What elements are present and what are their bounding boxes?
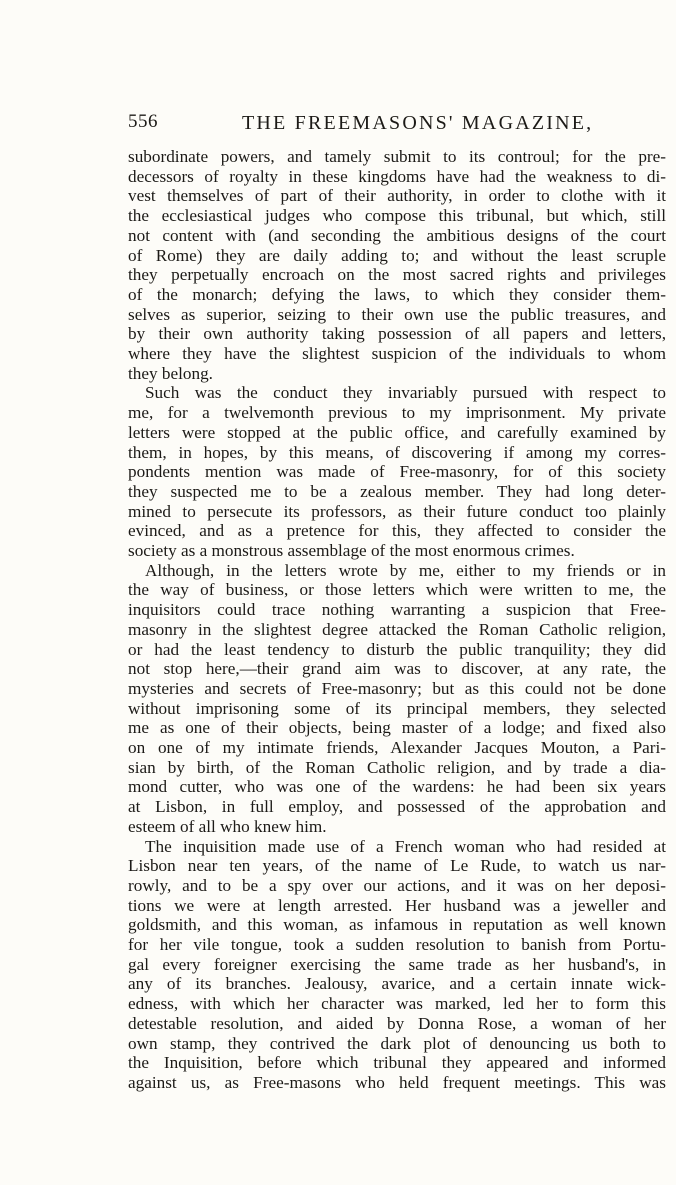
text-line: subordinate powers, and tamely submit to its controul; for the pre-	[128, 147, 666, 166]
text-line: decessors of royalty in these kingdoms have had the weakness to di-	[128, 166, 666, 186]
running-title: THE FREEMASONS' MAGAZINE,	[242, 112, 594, 134]
text-line: pondents mention was made of Free-masonry, for of this society	[128, 462, 666, 482]
text-line: evinced, and as a pretence for this, they affected to consider the	[128, 521, 666, 541]
text-line: Lisbon near ten years, of the name of Le Rude, to watch us nar-	[128, 856, 666, 876]
text-line: of Rome) they are daily adding to; and without the least scruple	[128, 245, 666, 265]
page-number: 556	[128, 111, 158, 132]
text-line: inquisitors could trace nothing warranting a suspicion that Free-	[128, 600, 666, 620]
text-line: the ecclesiastical judges who compose this tribunal, but which, still	[128, 206, 666, 226]
text-line: against us, as Free-masons who held frequent meetings. This was	[128, 1072, 666, 1092]
text-line: not content with (and seconding the ambitious designs of the court	[128, 225, 666, 245]
text-line: masonry in the slightest degree attacked the Roman Catholic religion,	[128, 619, 666, 639]
text-line: or had the least tendency to disturb the public tranquility; they did	[128, 639, 666, 659]
text-line: sian by birth, of the Roman Catholic religion, and by trade a dia-	[128, 757, 666, 777]
text-line: society as a monstrous assemblage of the most enormous crimes.	[128, 541, 575, 560]
text-line: they belong.	[128, 363, 213, 383]
text-line: of the monarch; defying the laws, to which they consider them-	[128, 284, 666, 304]
text-line: any of its branches. Jealousy, avarice, and a certain innate wick-	[128, 974, 666, 994]
text-line: own stamp, they contrived the dark plot of denouncing us both to	[128, 1033, 666, 1053]
text-line: they suspected me to be a zealous member. They had long deter-	[128, 481, 666, 501]
text-line: the way of business, or those letters which were written to me, the	[128, 580, 666, 600]
text-line: mysteries and secrets of Free-masonry; but as this could not be done	[128, 678, 666, 698]
text-line: rowly, and to be a spy over our actions, and it was on her deposi-	[128, 875, 666, 895]
text-line: where they have the slightest suspicion of the individuals to whom	[128, 344, 666, 363]
text-line: tions we were at length arrested. Her husband was a jeweller and	[128, 895, 666, 915]
text-line: me as one of their objects, being master of a lodge; and fixed also	[128, 718, 666, 738]
text-line: the Inquisition, before which tribunal they appeared and informed	[128, 1053, 666, 1073]
text-line: at Lisbon, in full employ, and possessed of the approbation and	[128, 797, 666, 817]
text-line: mond cutter, who was one of the wardens: he had been six years	[128, 777, 666, 797]
text-line: edness, with which her character was marked, led her to form this	[128, 994, 666, 1014]
text-line: without imprisoning some of its principal members, they selected	[128, 698, 666, 718]
text-line: Such was the conduct they invariably pursued with respect to	[145, 383, 666, 403]
text-line: goldsmith, and this woman, as infamous in reputation as well known	[128, 915, 666, 935]
text-line: them, in hopes, by this means, of discovering if among my corres-	[128, 442, 666, 462]
text-line: me, for a twelvemonth previous to my imprisonment. My private	[128, 403, 666, 423]
text-line: Although, in the letters wrote by me, either to my friends or in	[145, 560, 666, 580]
text-line: by their own authority taking possession of all papers and letters,	[128, 324, 666, 344]
text-line: detestable resolution, and aided by Donna Rose, a woman of her	[128, 1013, 666, 1033]
text-line: for her vile tongue, took a sudden resolution to banish from Portu-	[128, 935, 666, 954]
text-line: vest themselves of part of their authority, in order to clothe with it	[128, 186, 666, 206]
text-line: mined to persecute its professors, as their future conduct too plainly	[128, 501, 666, 521]
text-line: they perpetually encroach on the most sacred rights and privileges	[128, 265, 666, 285]
text-line: selves as superior, seizing to their own use the public treasures, and	[128, 304, 666, 324]
text-line: on one of my intimate friends, Alexander Jacques Mouton, a Pari-	[128, 738, 666, 757]
text-line: The inquisition made use of a French woman who had resided at	[145, 836, 666, 856]
text-line: letters were stopped at the public office, and carefully examined by	[128, 422, 666, 442]
text-line: gal every foreigner exercising the same trade as her husband's, in	[128, 954, 666, 974]
text-line: not stop here,—their grand aim was to discover, at any rate, the	[128, 659, 666, 679]
text-line: esteem of all who knew him.	[128, 816, 327, 836]
